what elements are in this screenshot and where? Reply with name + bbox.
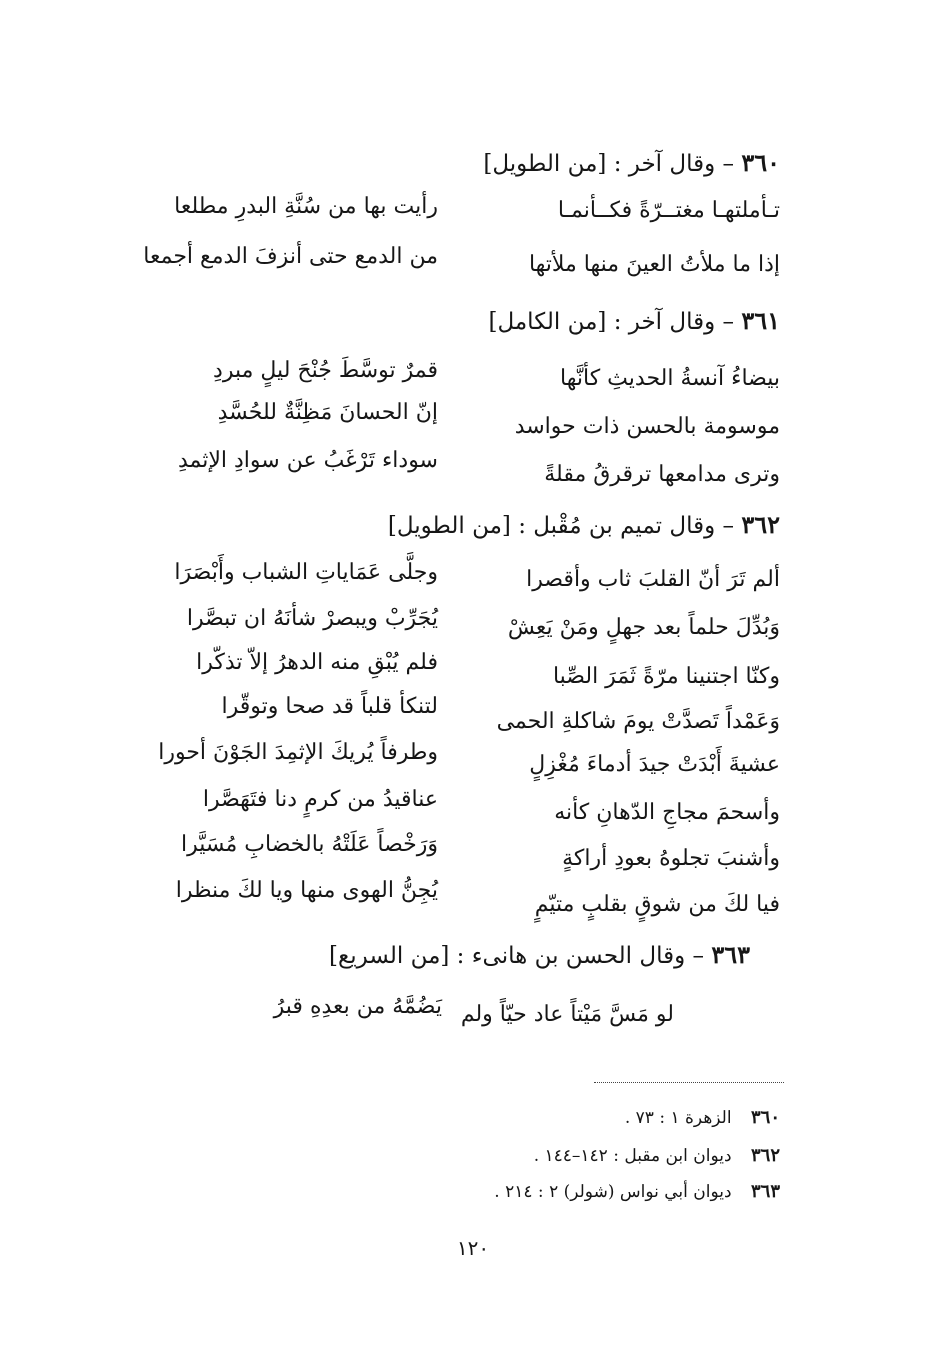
poem-heading [388,510,780,541]
footnote-text: الزهرة ١ : ٧٣ . [624,1108,732,1128]
verse-first-hemistich: فيا لكَ من شوقٍ بقلبٍ متيّمٍ [534,892,780,917]
verse-second-hemistich: يَضُمَّهُ من بعدِهِ قبرُ [273,994,442,1019]
verse-second-hemistich: رأيت بها من سُنَّةِ البدرِ مطلعا [174,194,438,219]
verse-first-hemistich: لو مَسَّ مَيْتاً عاد حيّاً ولم [460,1002,674,1027]
verse-second-hemistich: من الدمع حتى أنزفَ الدمع أجمعا [143,244,438,269]
verse-first-hemistich: عشيةَ أَبْدَتْ جيدَ أدماءَ مُغْزِلٍ [529,752,780,777]
verse-second-hemistich: إنّ الحسانَ مَظِنَّةٌ للحُسَّدِ [217,400,438,425]
footnote-number: ٣٦٢ [750,1145,780,1166]
poem-title: – وقال آخر : [من الكامل] [488,309,735,335]
poem-title: – وقال آخر : [من الطويل] [483,151,735,177]
poem-number: ٣٦٢ [741,510,780,539]
verse-first-hemistich: بيضاءُ آنسةُ الحديثِ كأنَّها [560,366,780,391]
verse-first-hemistich: إذا ما ملأتُ العينَ منها ملأتها [528,252,780,277]
poem-heading [488,306,780,337]
poem-heading [483,148,780,179]
footnote-number: ٣٦٣ [750,1181,780,1202]
footnote-text: ديوان أبي نواس (شولر) ٢ : ٢١٤ . [494,1182,732,1202]
verse-second-hemistich: لتنكأ قلباً قد صحا وتوقّرا [221,694,438,719]
footnote-number: ٣٦٠ [750,1107,780,1128]
footnote [534,1144,780,1168]
verse-first-hemistich: وأسحمَ مجاجِ الدّهانِ كأنه [554,800,780,825]
poem-number: ٣٦٠ [741,148,780,177]
verse-first-hemistich: ألم تَرَ أنّ القلبَ ثاب وأقصرا [526,567,780,592]
verse-second-hemistich: فلم يُبْقِ منه الدهرُ إلاّ تذكّرا [196,650,438,675]
verse-first-hemistich: وأشنبَ تجلوهُ بعودِ أراكةٍ [562,846,780,871]
poem-number: ٣٦٣ [711,940,750,969]
verse-first-hemistich: وترى مدامعها ترقرقُ مقلةً [544,462,780,487]
poem-heading [329,940,750,971]
poem-title: – وقال الحسن بن هانىء : [من السريع] [329,943,705,969]
verse-first-hemistich: وَعَمْداً تَصدَّتْ يومَ شاكلةِ الحمى [496,709,780,734]
verse-second-hemistich: وطرفاً يُريكَ الإثمِدَ الجَوْنَ أحورا [158,740,438,765]
verse-second-hemistich: يُجِنُّ الهوى منها ويا لكَ منظرا [175,878,438,903]
footnote-divider [594,1082,784,1083]
verse-first-hemistich: وَبُدِّلَ حلماً بعد جهلٍ ومَنْ يَعِشْ [507,615,780,640]
verse-second-hemistich: عناقيدُ من كرمٍ دنا فتَهَصَّرا [202,787,438,812]
page-number: ١٢٠ [456,1236,490,1260]
poem-number: ٣٦١ [741,306,780,335]
verse-first-hemistich: موسومة بالحسن ذات حواسد [514,414,780,439]
verse-second-hemistich: سوداء تَرْغَبُ عن سوادِ الإثمدِ [177,448,438,473]
footnote [494,1180,780,1204]
verse-second-hemistich: وَرَخْصاً عَلَتْهُ بالخضابِ مُسَيَّرا [181,832,438,857]
footnote [625,1106,780,1130]
verse-second-hemistich: وجلَّى عَمَاياتِ الشباب وأَبْصَرَا [174,560,438,585]
verse-first-hemistich: تـأملتهـا مغتــرّةً فكــأنمـا [557,198,780,223]
poem-title: – وقال تميم بن مُقْبل : [من الطويل] [387,513,735,539]
verse-second-hemistich: يُجَرِّبْ ويبصرْ شأنَهُ ان تبصَّرا [186,606,438,631]
footnote-text: ديوان ابن مقبل : ١٤٢–١٤٤ . [533,1146,732,1166]
verse-first-hemistich: وكنّا اجتنينا مرّةً ثَمَرَ الصِّبا [552,664,780,689]
verse-second-hemistich: قمرٌ توسَّطَ جُنْحَ ليلٍ مبردِ [213,358,438,383]
